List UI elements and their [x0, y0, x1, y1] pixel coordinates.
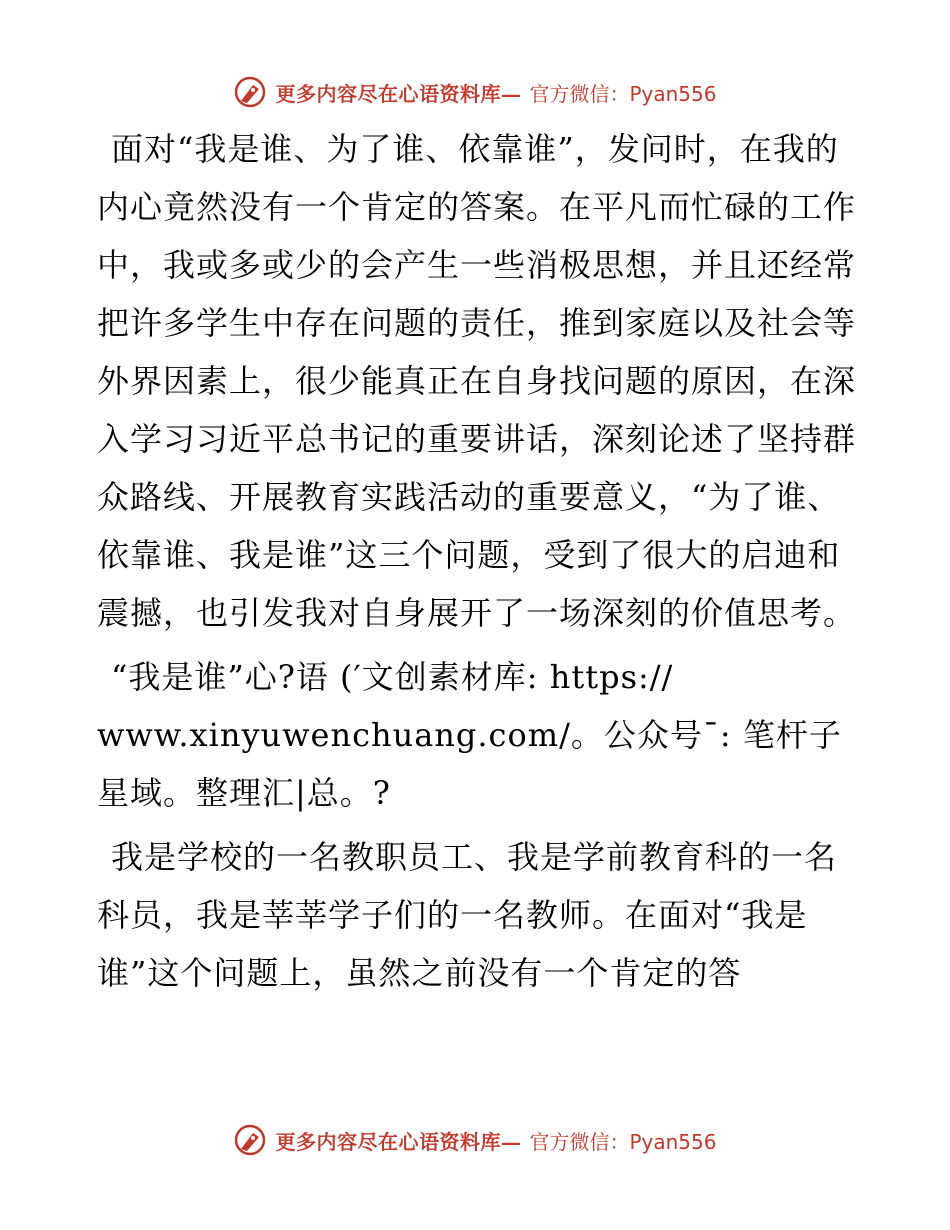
footer-wechat-text: 官方微信：Pyan556	[529, 1129, 717, 1154]
paragraph-3: 我是学校的一名教职员工、我是学前教育科的一名科员，我是莘莘学子们的一名教师。在面对“我是谁”这个问题上，虽然之前没有一个肯定的答	[97, 838, 838, 992]
header-banner-text: 更多内容尽在心语资料库—	[275, 81, 522, 106]
paragraph-2: “我是谁”心?语 (′文创素材库: https:// www.xinyuwenchuang.com/。公众号¯: 笔杆子星域。整理汇|总。?	[97, 658, 842, 812]
pen-nib-circle-icon	[233, 75, 267, 109]
footer-banner	[0, 1120, 950, 1160]
footer-banner-text: 更多内容尽在心语资料库—	[275, 1129, 522, 1154]
paragraph-1: 面对“我是谁、为了谁、依靠谁”，发问时，在我的内心竟然没有一个肯定的答案。在平凡而忙碌的工作中，我或多或少的会产生一些消极思想，并且还经常把许多学生中存在问题的责任，推到家庭以及社会等外界因素上，很少能真正在自身找问题的原因，在深入学习习近平总书记的重要讲话，深刻论述了坚持群众路线、开展教育实践活动的重要意义，“为了谁、依靠谁、我是谁”这三个问题，受到了很大的启迪和震撼，也引发我对自身展开了一场深刻的价值思考。	[97, 130, 857, 632]
header-wechat-text: 官方微信：Pyan556	[529, 81, 717, 106]
header-banner	[0, 72, 950, 112]
pen-nib-circle-icon	[233, 1123, 267, 1157]
document-body	[97, 120, 857, 1008]
